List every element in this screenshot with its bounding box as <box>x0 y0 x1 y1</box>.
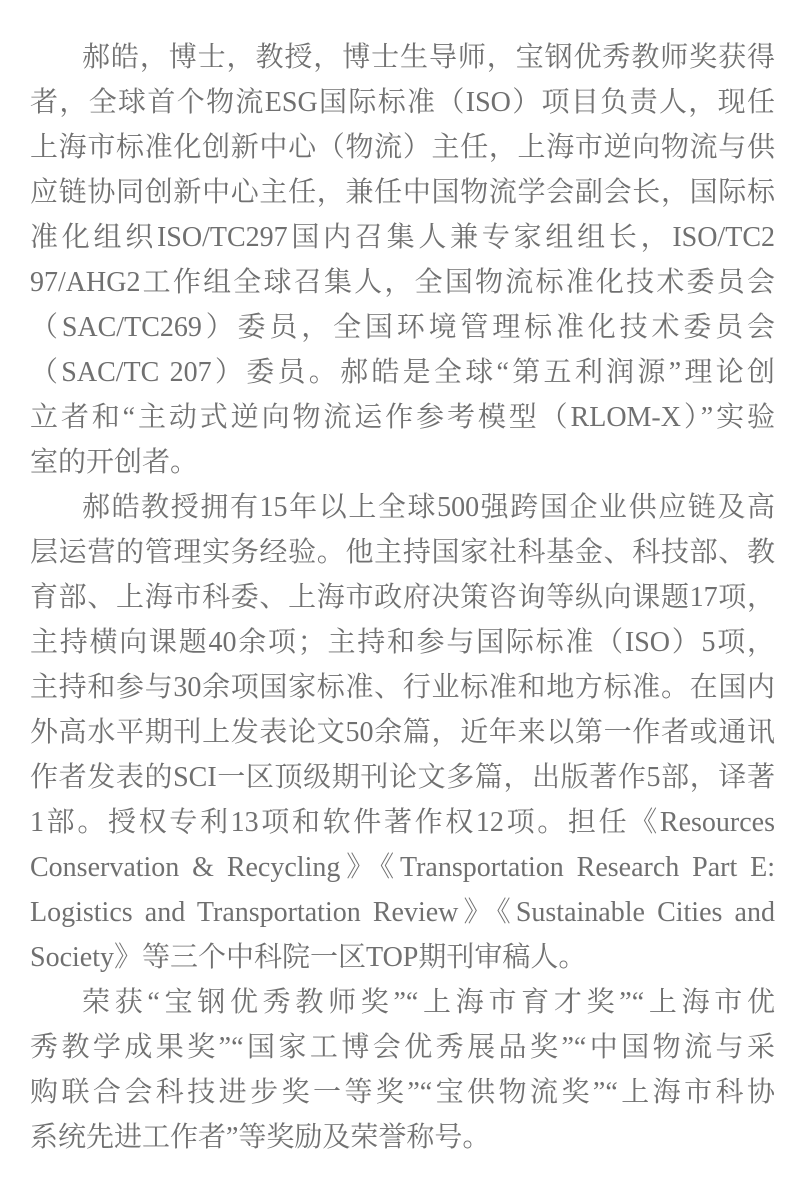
text-line: 者，全球首个物流ESG国际标准（ISO）项目负责人，现任 <box>30 87 775 118</box>
text-line: 郝皓教授拥有15年以上全球500强跨国企业供应链及高 <box>82 492 775 523</box>
text-line: Conservation & Recycling》《Transportation Research Part E: <box>30 852 775 883</box>
text-line: Logistics and Transportation Review》《Sustainable Cities and <box>30 897 775 928</box>
text-line: 室的开创者。 <box>30 447 199 478</box>
text-line: 主持和参与30余项国家标准、行业标准和地方标准。在国内 <box>30 672 775 703</box>
text-line: 荣获“宝钢优秀教师奖”“上海市育才奖”“上海市优 <box>82 987 775 1018</box>
paragraph-experience <box>30 485 775 980</box>
text-line: 秀教学成果奖”“国家工博会优秀展品奖”“中国物流与采 <box>30 1032 775 1063</box>
text-line: （SAC/TC 207）委员。郝皓是全球“第五利润源”理论创 <box>30 357 775 388</box>
text-line: 立者和“主动式逆向物流运作参考模型（RLOM-X）”实验 <box>30 402 775 433</box>
text-line: 郝皓，博士，教授，博士生导师，宝钢优秀教师奖获得 <box>82 42 775 73</box>
text-line: 1部。授权专利13项和软件著作权12项。担任《Resources <box>30 807 775 838</box>
text-line: 97/AHG2工作组全球召集人，全国物流标准化技术委员会 <box>30 267 775 298</box>
text-line: Society》等三个中科院一区TOP期刊审稿人。 <box>30 942 587 973</box>
text-line: 购联合会科技进步奖一等奖”“宝供物流奖”“上海市科协 <box>30 1077 775 1108</box>
text-line: （SAC/TC269）委员，全国环境管理标准化技术委员会 <box>30 312 775 343</box>
text-line: 外高水平期刊上发表论文50余篇，近年来以第一作者或通讯 <box>30 717 775 748</box>
text-line: 作者发表的SCI一区顶级期刊论文多篇，出版著作5部，译著 <box>30 762 775 793</box>
text-line: 上海市标准化创新中心（物流）主任，上海市逆向物流与供 <box>30 132 775 163</box>
text-line: 准化组织ISO/TC297国内召集人兼专家组组长，ISO/TC2 <box>30 222 775 253</box>
text-line: 系统先进工作者”等奖励及荣誉称号。 <box>30 1122 491 1153</box>
text-line: 育部、上海市科委、上海市政府决策咨询等纵向课题17项， <box>30 582 775 613</box>
paragraph-intro <box>30 35 775 485</box>
text-line: 主持横向课题40余项；主持和参与国际标准（ISO）5项， <box>30 627 775 658</box>
paragraph-awards <box>30 980 775 1160</box>
text-line: 应链协同创新中心主任，兼任中国物流学会副会长，国际标 <box>30 177 775 208</box>
text-line: 层运营的管理实务经验。他主持国家社科基金、科技部、教 <box>30 537 775 568</box>
